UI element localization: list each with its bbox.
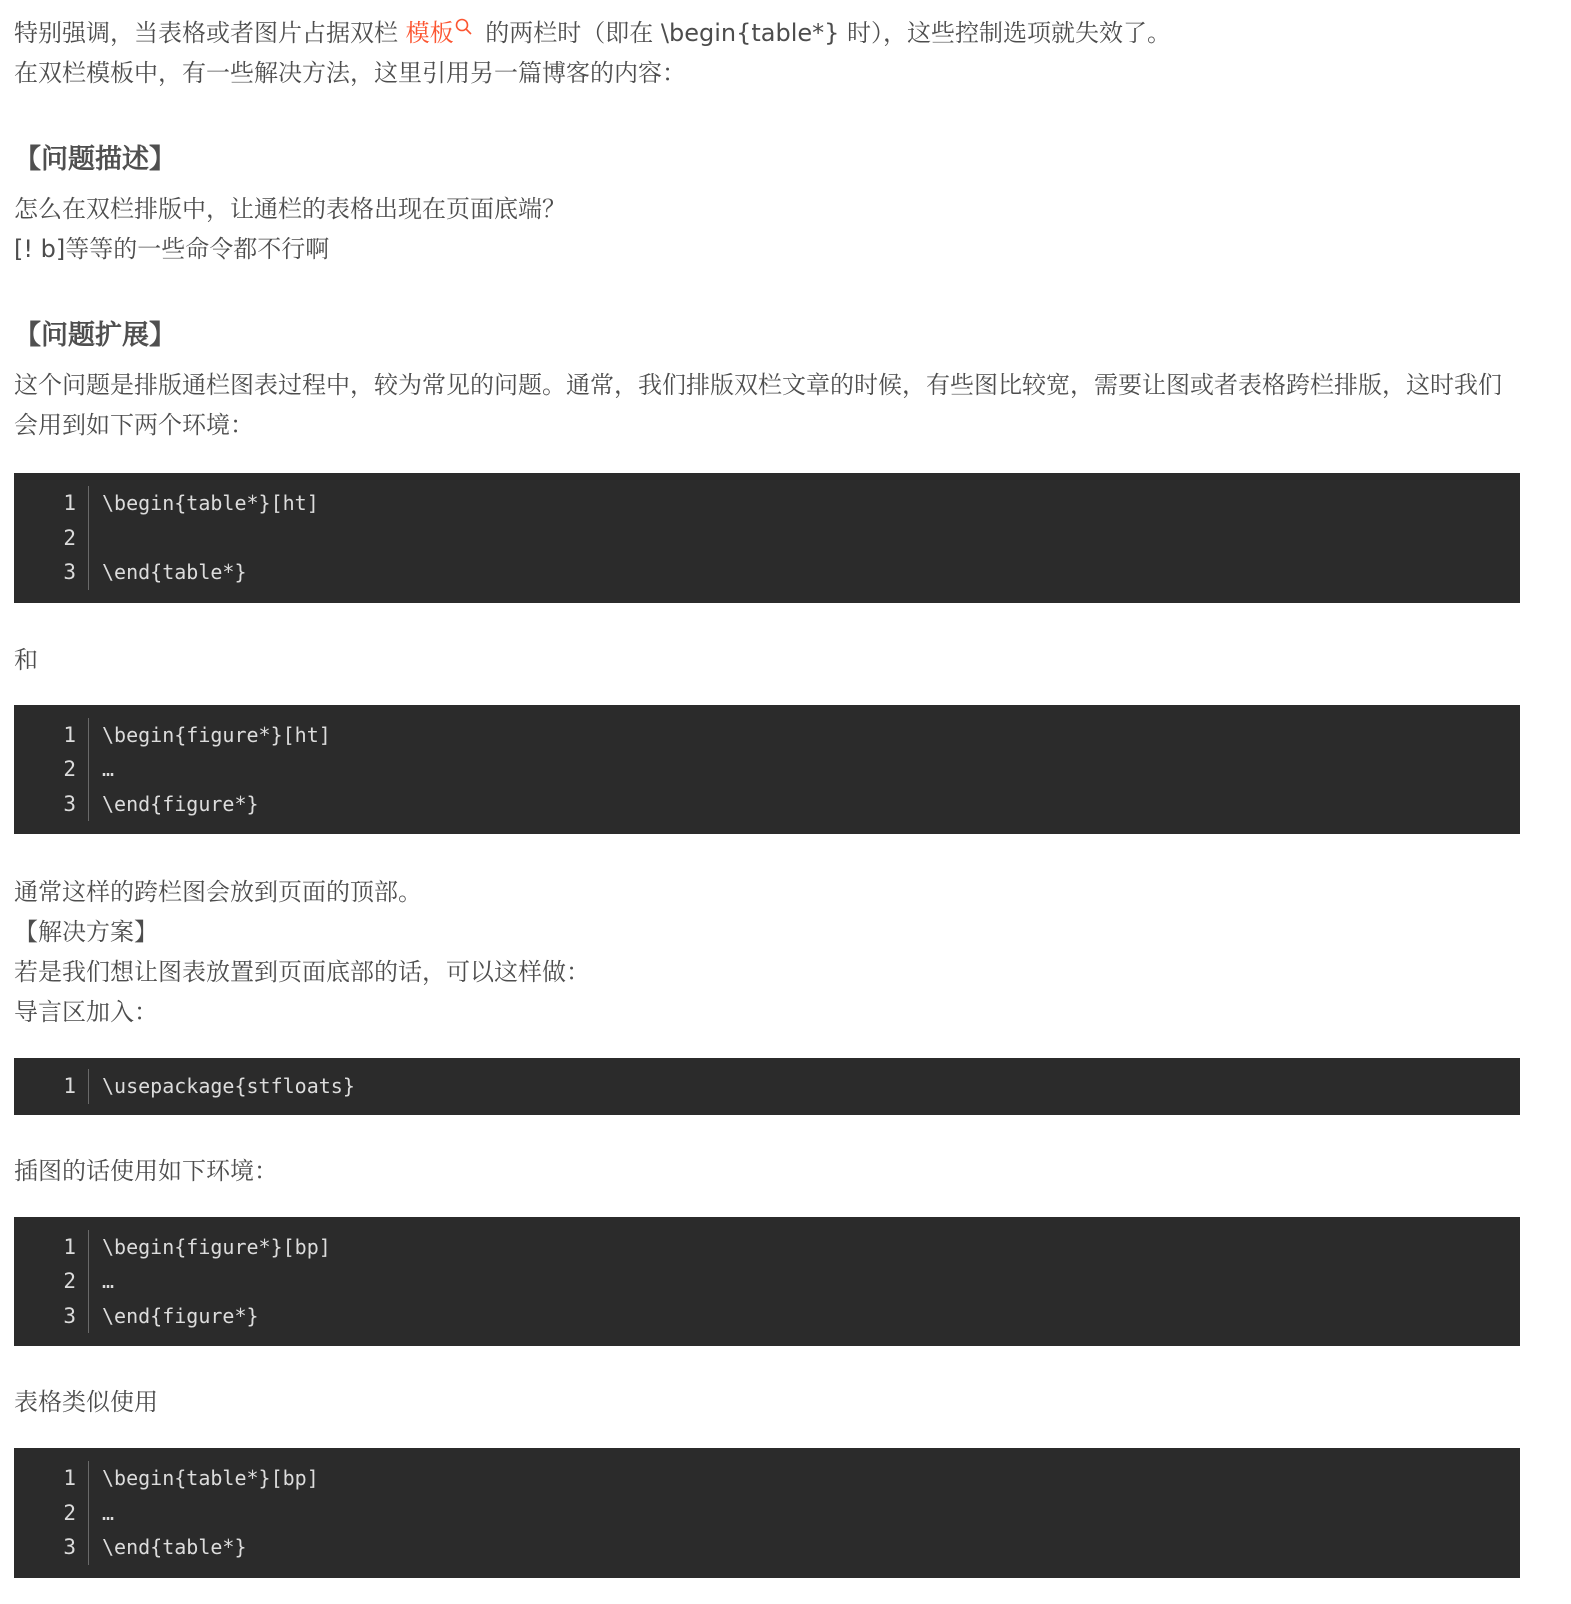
- line-number: 3: [14, 555, 89, 590]
- code-text[interactable]: \begin{figure*}[bp]: [102, 1234, 331, 1259]
- code-line: [14, 1530, 1520, 1565]
- line-number: 2: [14, 1496, 89, 1531]
- code-line: [14, 718, 1520, 753]
- line-number: 1: [14, 486, 89, 521]
- code-block-figure-ht[interactable]: [14, 705, 1520, 835]
- solution-heading: 【解决方案】: [14, 918, 158, 946]
- after-code-line-4: 导言区加入：: [14, 998, 158, 1026]
- line-number: 2: [14, 521, 89, 556]
- code-line: [14, 1496, 1520, 1531]
- code-text[interactable]: \end{figure*}: [102, 1303, 259, 1328]
- code-text[interactable]: \begin{table*}[bp]: [102, 1466, 319, 1491]
- line-number: 1: [14, 718, 89, 753]
- code-text[interactable]: \end{table*}: [102, 560, 247, 585]
- code-block-figure-bp[interactable]: [14, 1217, 1520, 1347]
- line-number: 3: [14, 1530, 89, 1565]
- line-number: 1: [14, 1230, 89, 1265]
- code-block-table-ht[interactable]: [14, 473, 1520, 603]
- intro-text-after: 的两栏时（即在 \begin{table*} 时），这些控制选项就失效了。: [477, 19, 1172, 47]
- code-block-table-bp[interactable]: [14, 1448, 1520, 1578]
- code-line: [14, 521, 1520, 556]
- line-number: 1: [14, 1069, 89, 1104]
- keyword-link-label[interactable]: 模板: [405, 19, 454, 47]
- code-text[interactable]: …: [102, 1269, 115, 1294]
- code-line: [14, 1069, 1520, 1104]
- line-number: 2: [14, 752, 89, 787]
- heading-problem-description: 【问题描述】: [14, 144, 176, 175]
- figure-env-text: 插图的话使用如下环境：: [14, 1156, 278, 1185]
- code-line: [14, 1230, 1520, 1265]
- code-text[interactable]: \end{table*}: [102, 1535, 247, 1560]
- code-text[interactable]: \begin{table*}[ht]: [102, 491, 319, 516]
- line-number: 2: [14, 1264, 89, 1299]
- code-line: [14, 486, 1520, 521]
- code-line: [14, 1461, 1520, 1496]
- search-icon[interactable]: [454, 17, 474, 37]
- code-block-usepackage[interactable]: [14, 1058, 1520, 1115]
- intro-text-before: 特别强调，当表格或者图片占据双栏: [14, 19, 406, 47]
- code-text[interactable]: …: [102, 757, 115, 782]
- intro-line-2: 在双栏模板中，有一些解决方法，这里引用另一篇博客的内容：: [14, 59, 686, 87]
- article-body: [14, 0, 1520, 1578]
- intro-line-1: [14, 13, 1520, 53]
- table-env-text: 表格类似使用: [14, 1388, 158, 1416]
- code-line: [14, 1299, 1520, 1334]
- code-text[interactable]: \usepackage{stfloats}: [102, 1074, 355, 1099]
- and-text: 和: [14, 645, 38, 674]
- line-number: 3: [14, 1299, 89, 1334]
- keyword-link-template[interactable]: [406, 19, 478, 47]
- code-text[interactable]: \end{figure*}: [102, 791, 259, 816]
- code-line: [14, 787, 1520, 822]
- heading-problem-extension: 【问题扩展】: [14, 320, 176, 351]
- code-text[interactable]: …: [102, 1500, 115, 1525]
- after-code-line-1: 通常这样的跨栏图会放到页面的顶部。: [14, 878, 422, 906]
- problem-line-1: 怎么在双栏排版中，让通栏的表格出现在页面底端？: [14, 195, 566, 223]
- extension-paragraph: 这个问题是排版通栏图表过程中，较为常见的问题。通常，我们排版双栏文章的时候，有些图比较宽，需要让图或者表格跨栏排版，这时我们会用到如下两个环境：: [14, 371, 1502, 439]
- code-line: [14, 1264, 1520, 1299]
- code-line: [14, 752, 1520, 787]
- problem-line-2: [! b]等等的一些命令都不行啊: [14, 235, 330, 263]
- after-code-line-3: 若是我们想让图表放置到页面底部的话，可以这样做：: [14, 958, 590, 986]
- code-line: [14, 555, 1520, 590]
- line-number: 1: [14, 1461, 89, 1496]
- code-text[interactable]: \begin{figure*}[ht]: [102, 722, 331, 747]
- line-number: 3: [14, 787, 89, 822]
